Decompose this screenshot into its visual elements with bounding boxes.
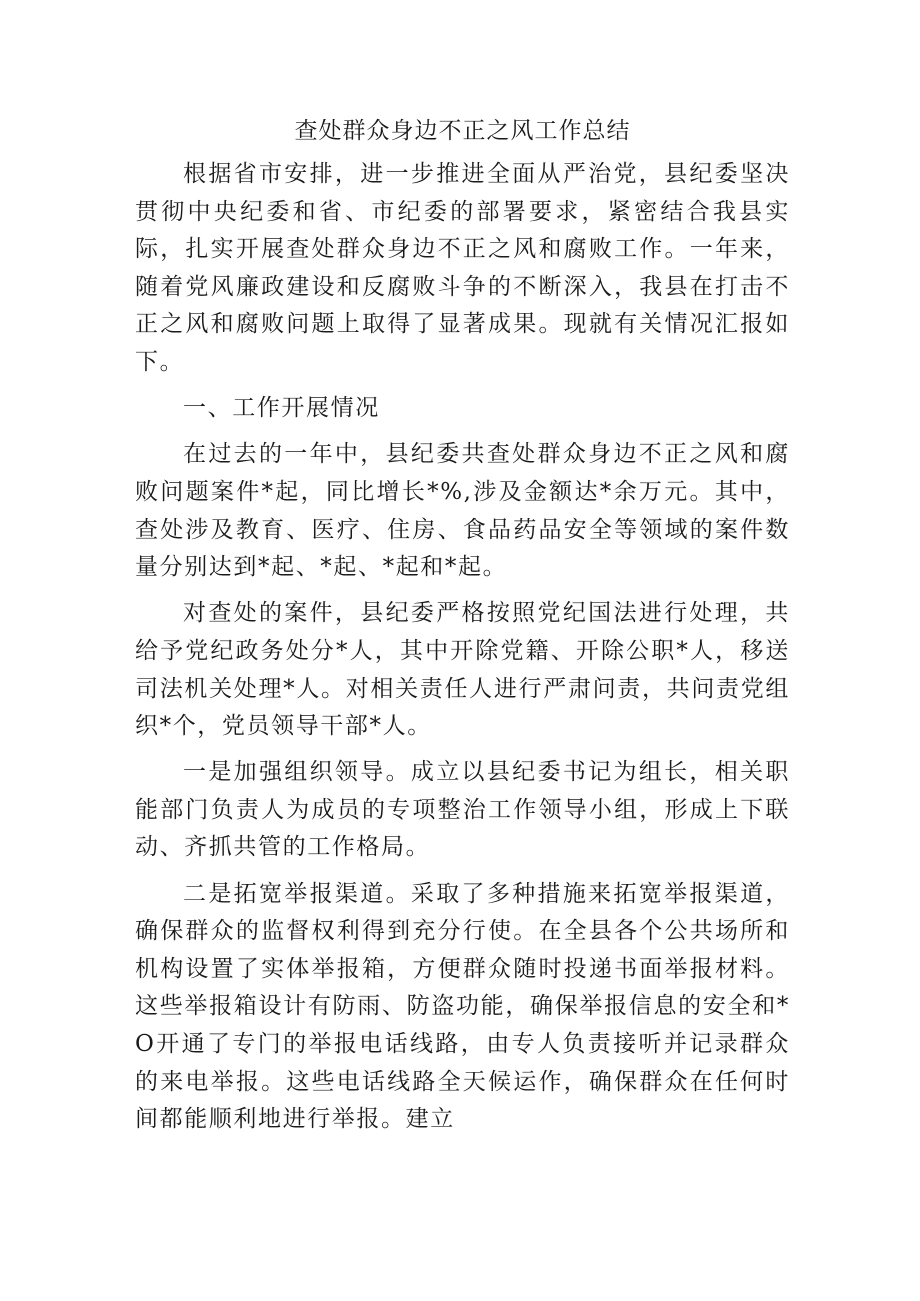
punishment-paragraph: 对查处的案件，县纪委严格按照党纪国法进行处理，共给予党纪政务处分*人，其中开除党籍、开除公职*人，移送司法机关处理*人。对相关责任人进行严肃问责，共问责党组织*个，党员领导干部*人。 — [135, 600, 790, 740]
reporting-channels-paragraph: 二是拓宽举报渠道。采取了多种措施来拓宽举报渠道，确保群众的监督权利得到充分行使。在全县各个公共场所和机构设置了实体举报箱，方便群众随时投递书面举报材料。这些举报箱设计有防雨、防盗功能，确保举报信息的安全和*O开通了专门的举报电话线路，由专人负责接听并记录群众的来电举报。这些电话线路全天候运作，确保群众在任何时间都能顺利地进行举报。建立 — [135, 880, 790, 1133]
organization-paragraph: 一是加强组织领导。成立以县纪委书记为组长，相关职能部门负责人为成员的专项整治工作领导小组，形成上下联动、齐抓共管的工作格局。 — [135, 759, 790, 861]
section-heading-work-progress: 一、工作开展情况 — [183, 395, 380, 422]
document-title: 查处群众身边不正之风工作总结 — [294, 118, 631, 144]
cases-paragraph: 在过去的一年中，县纪委共查处群众身边不正之风和腐败问题案件*起，同比增长*%,涉及金额达*余万元。其中，查处涉及教育、医疗、住房、食品药品安全等领域的案件数量分别达到*起、*起、*起和*起。 — [135, 441, 790, 581]
document-body — [135, 112, 790, 1147]
intro-paragraph: 根据省市安排，进一步推进全面从严治党，县纪委坚决贯彻中央纪委和省、市纪委的部署要求，紧密结合我县实际，扎实开展查处群众身边不正之风和腐败工作。一年来，随着党风廉政建设和反腐败斗争的不断深入，我县在打击不正之风和腐败问题上取得了显著成果。现就有关情况汇报如下。 — [135, 161, 790, 375]
